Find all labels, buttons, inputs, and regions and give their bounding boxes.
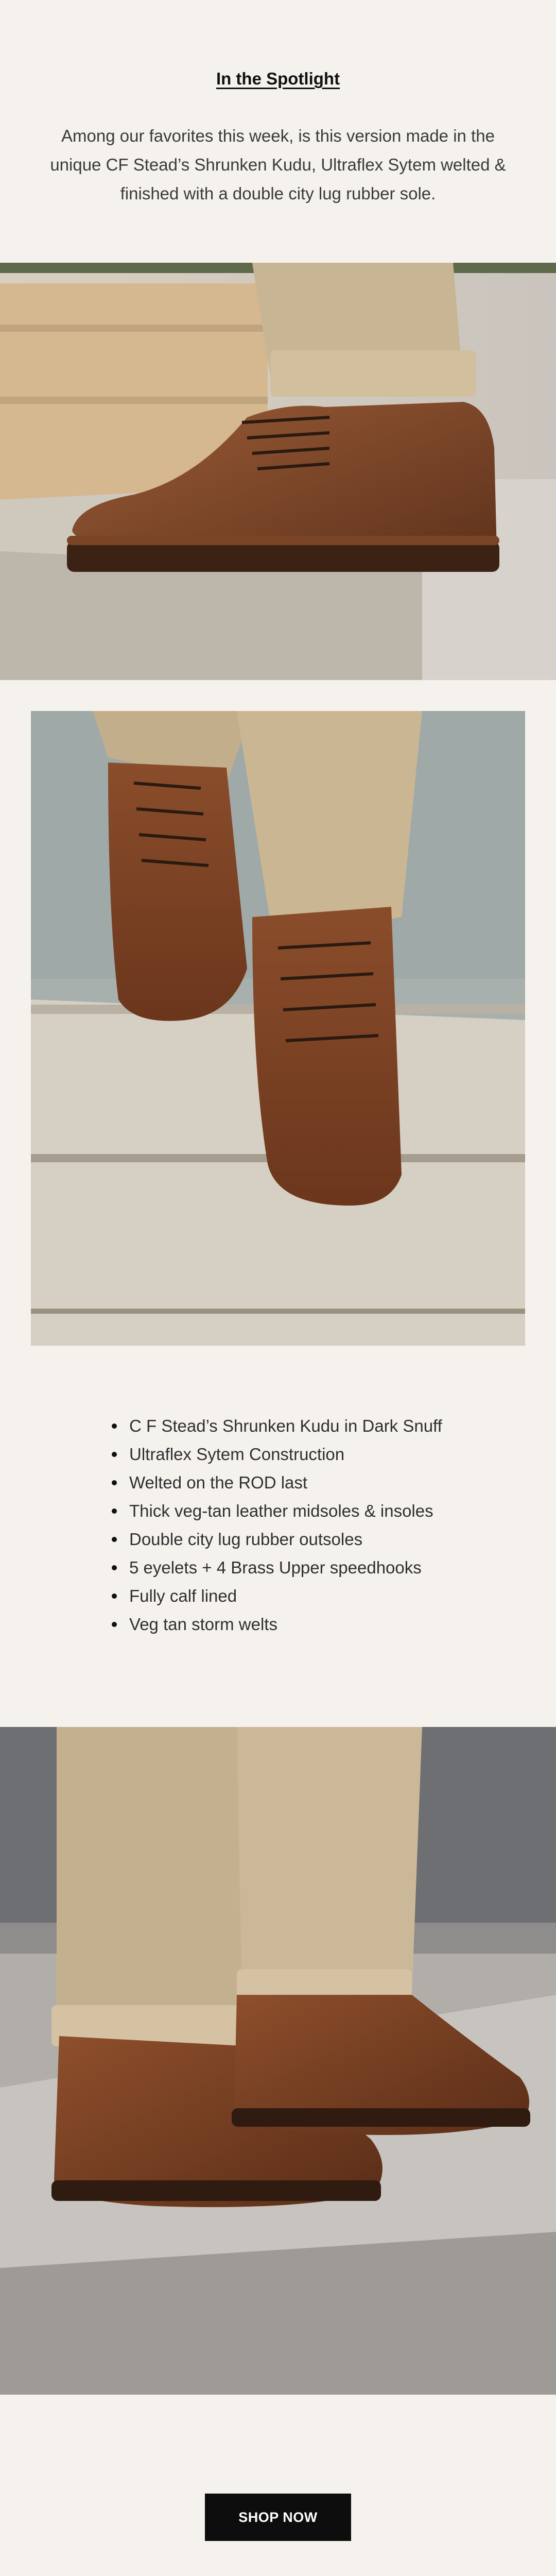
spotlight-intro-text: Among our favorites this week, is this version made in the unique CF Stead’s Shrunken Kudu, Ultraflex Sytem welted & finished with a double city lug rubber sole. (50, 126, 506, 203)
list-item: Fully calf lined (111, 1582, 502, 1610)
boots-on-stairs-photo (31, 711, 525, 1346)
list-item: Thick veg-tan leather midsoles & insoles (111, 1497, 502, 1525)
features-section (0, 1412, 556, 1680)
shop-now-button[interactable]: SHOP NOW (205, 2494, 351, 2541)
list-item: 5 eyelets + 4 Brass Upper speedhooks (111, 1553, 502, 1582)
list-item: Welted on the ROD last (111, 1468, 502, 1497)
features-list (111, 1412, 502, 1638)
spotlight-section (0, 0, 556, 263)
list-item: Veg tan storm welts (111, 1610, 502, 1638)
spotlight-title: In the Spotlight (216, 69, 340, 88)
list-item: C F Stead’s Shrunken Kudu in Dark Snuff (111, 1412, 502, 1440)
list-item: Double city lug rubber outsoles (111, 1525, 502, 1553)
boot-on-step-photo (0, 263, 556, 680)
boots-on-sidewalk-photo (0, 1727, 556, 2395)
list-item: Ultraflex Sytem Construction (111, 1440, 502, 1468)
